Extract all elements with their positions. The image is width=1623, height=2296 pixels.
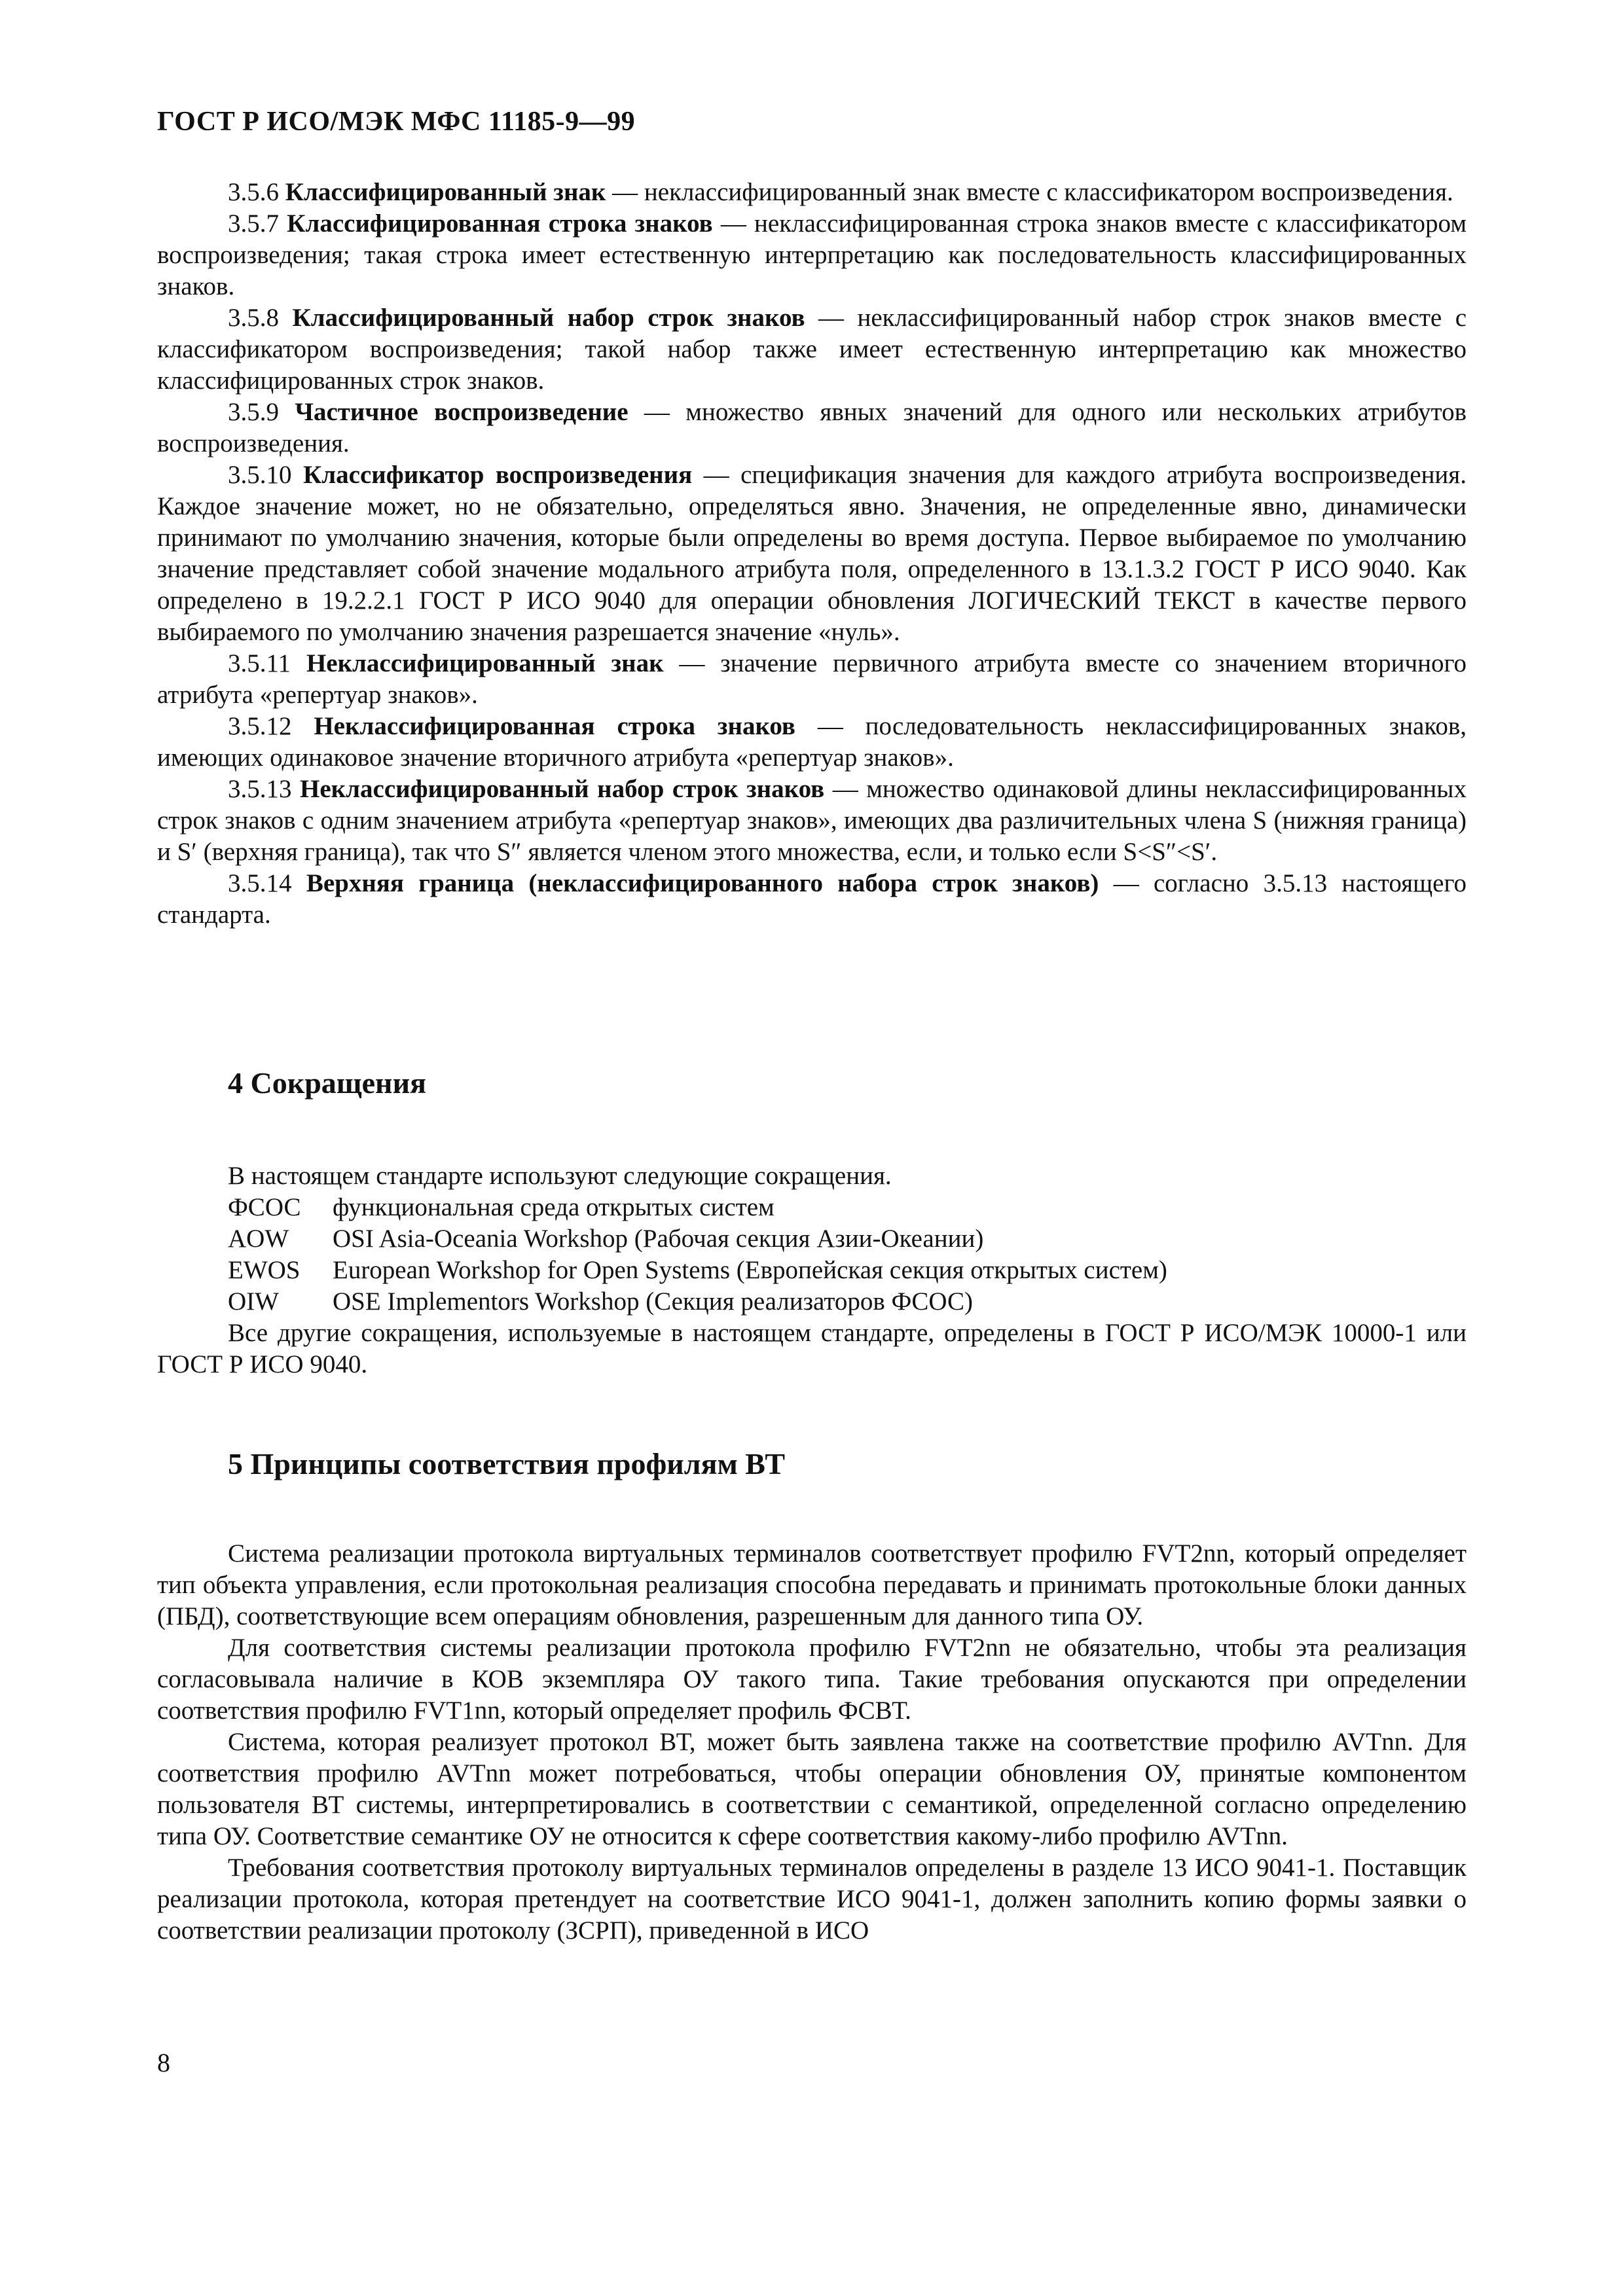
definition-number: 3.5.11 xyxy=(228,649,291,677)
definition-3-5-7 xyxy=(157,208,1467,302)
definition-number: 3.5.12 xyxy=(228,712,292,740)
section-5-paragraph: Для соответствия системы реализации протокола профилю FVT2nn не обязательно, чтобы эта реализация согласовывала наличие в КОВ экземпляра ОУ такого типа. Такие требования опускаются при определении соответствия профилю FVT1nn, который определяет профиль ФСВТ. xyxy=(157,1634,1467,1725)
definition-text: — множество одинаковой длины неклассифицированных строк знаков с одним значением атрибута «репертуар знаков», имеющих два различительных члена S (нижняя граница) и S′ (верхняя граница), так что S″ является членом этого множества, если, и только если S<S″<S′. xyxy=(157,775,1467,866)
definition-3-5-14 xyxy=(157,868,1467,931)
abbreviation-text: OSE Implementors Workshop (Секция реализаторов ФСОС) xyxy=(333,1287,973,1316)
definition-3-5-8 xyxy=(157,302,1467,397)
definition-3-5-13 xyxy=(157,774,1467,868)
section-5-body xyxy=(157,1538,1467,1946)
abbreviations-intro: В настоящем стандарте используют следующие сокращения. xyxy=(228,1162,892,1190)
definition-3-5-10 xyxy=(157,459,1467,648)
definition-3-5-12 xyxy=(157,711,1467,774)
abbreviation-row xyxy=(228,1255,1467,1286)
definition-number: 3.5.13 xyxy=(228,775,292,803)
definition-text: — согласно 3.5.13 настоящего стандарта. xyxy=(157,869,1467,929)
section-5-paragraph: Система, которая реализует протокол ВТ, может быть заявлена также на соответствие профилю AVTnn. Для соответствия профилю AVTnn может потребоваться, чтобы операции обновления ОУ, принятые компонентом пользователя ВТ системы, интерпретировались в соответствии с семантикой, определенной согласно определению типа ОУ. Соответствие семантике ОУ не относится к сфере соответствия какому-либо профилю AVTnn. xyxy=(157,1728,1467,1850)
page-number: 8 xyxy=(157,2048,170,2077)
definition-term: Неклассифицированный набор строк знаков xyxy=(300,775,825,803)
definition-term: Неклассифицированный знак xyxy=(306,649,664,677)
definition-text: — спецификация значения для каждого атрибута воспроизведения. Каждое значение может, но не обязательно, определяться явно. Значения, не определенные явно, динамически принимают по умолчанию значения, которые были определены во время доступа. Первое выбираемое по умолчанию значение представляет собой значение модального атрибута поля, определенного в 13.1.3.2 ГОСТ Р ИСО 9040. Как определено в 19.2.2.1 ГОСТ Р ИСО 9040 для операции обновления ЛОГИЧЕСКИЙ ТЕКСТ в качестве первого выбираемого по умолчанию значения разрешается значение «нуль». xyxy=(157,461,1467,646)
abbreviations-closing: Все другие сокращения, используемые в настоящем стандарте, определены в ГОСТ Р ИСО/МЭК 10000-1 или ГОСТ Р ИСО 9040. xyxy=(157,1319,1467,1378)
abbreviations-block xyxy=(157,1160,1467,1380)
abbreviation-text: функциональная среда открытых систем xyxy=(333,1193,775,1221)
definition-term: Классифицированный знак xyxy=(285,178,606,206)
abbreviation-row xyxy=(228,1286,1467,1318)
definitions-block xyxy=(157,177,1467,931)
abbreviation-text: European Workshop for Open Systems (Европейская секция открытых систем) xyxy=(333,1256,1167,1284)
abbreviation-code: ФСОС xyxy=(228,1193,301,1221)
section-5-paragraph: Система реализации протокола виртуальных терминалов соответствует профилю FVT2nn, который определяет тип объекта управления, если протокольная реализация способна передавать и принимать протокольные блоки данных (ПБД), соответствующие всем операциям обновления, разрешенным для данного типа ОУ. xyxy=(157,1539,1467,1630)
abbreviation-row xyxy=(228,1192,1467,1223)
definition-term: Классифицированный набор строк знаков xyxy=(292,304,805,332)
definition-3-5-6 xyxy=(157,177,1467,208)
definition-number: 3.5.9 xyxy=(228,398,279,426)
definition-term: Верхняя граница (неклассифицированного набора строк знаков) xyxy=(306,869,1099,897)
definition-number: 3.5.8 xyxy=(228,304,279,332)
definition-number: 3.5.6 xyxy=(228,178,279,206)
definition-3-5-11 xyxy=(157,648,1467,711)
definition-number: 3.5.7 xyxy=(228,209,279,238)
section-5-paragraph: Требования соответствия протоколу виртуальных терминалов определены в разделе 13 ИСО 9041-1. Поставщик реализации протокола, которая претендует на соответствие ИСО 9041-1, должен заполнить копию формы заявки о соответствии реализации протоколу (ЗСРП), приведенной в ИСО xyxy=(157,1854,1467,1945)
definition-3-5-9 xyxy=(157,397,1467,459)
document-header: ГОСТ Р ИСО/МЭК МФС 11185-9—99 xyxy=(157,107,636,137)
definition-text: — неклассифицированная строка знаков вместе с классификатором воспроизведения; такая строка имеет естественную интерпретацию как последовательность классифицированных знаков. xyxy=(157,209,1467,300)
abbreviation-row xyxy=(228,1223,1467,1255)
abbreviation-code: OIW xyxy=(228,1287,279,1316)
definition-term: Классифицированная строка знаков xyxy=(287,209,713,238)
definition-term: Классификатор воспроизведения xyxy=(302,461,693,489)
section-5-heading: 5 Принципы соответствия профилям ВТ xyxy=(228,1447,786,1480)
definition-number: 3.5.10 xyxy=(228,461,292,489)
definition-number: 3.5.14 xyxy=(228,869,292,897)
definition-text: — значение первичного атрибута вместе со значением вторичного атрибута «репертуар знаков». xyxy=(157,649,1467,709)
definition-text: — неклассифицированный набор строк знаков вместе с классификатором воспроизведения; такой набор также имеет естественную интерпретацию как множество классифицированных строк знаков. xyxy=(157,304,1467,395)
definition-term: Частичное воспроизведение xyxy=(295,398,629,426)
abbreviation-code: EWOS xyxy=(228,1256,301,1284)
definition-text: — неклассифицированный знак вместе с классификатором воспроизведения. xyxy=(606,178,1453,206)
definition-text: — множество явных значений для одного или нескольких атрибутов воспроизведения. xyxy=(157,398,1467,457)
abbreviation-code: AOW xyxy=(228,1225,289,1253)
definition-text: — последовательность неклассифицированных знаков, имеющих одинаковое значение вторичного атрибута «репертуар знаков». xyxy=(157,712,1467,772)
abbreviation-text: OSI Asia-Oceania Workshop (Рабочая секция Азии-Океании) xyxy=(333,1225,984,1253)
section-4-heading: 4 Сокращения xyxy=(228,1066,426,1100)
definition-term: Неклассифицированная строка знаков xyxy=(314,712,795,740)
